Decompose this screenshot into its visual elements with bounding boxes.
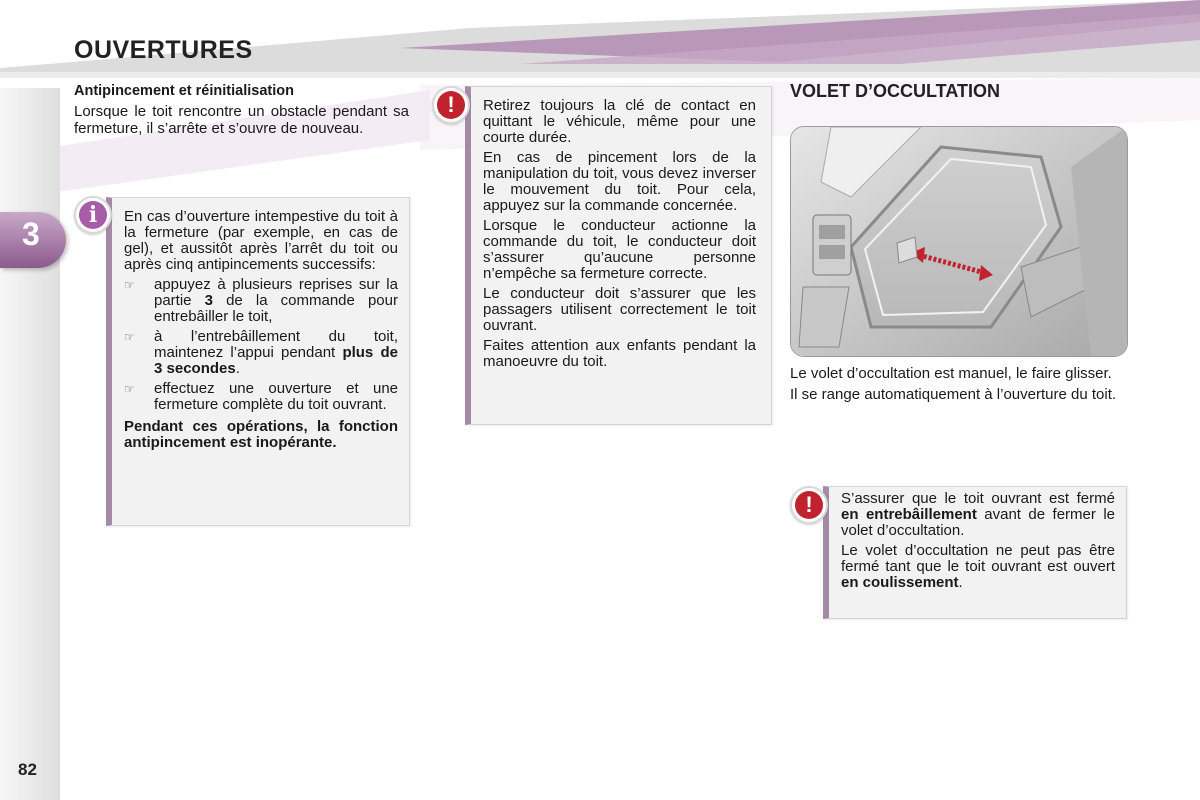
antipinch-heading: Antipincement et réinitialisation: [74, 83, 294, 99]
warning-icon: !: [790, 486, 828, 524]
info-box-text: [124, 209, 398, 455]
section-title-volet: VOLET D’OCCULTATION: [790, 81, 1000, 101]
warning-icon: !: [432, 86, 470, 124]
volet-caption: Le volet d’occultation est manuel, le faire glisser. Il se range automatiquement à l’ouverture du toit.: [790, 365, 1117, 403]
list-item: ☞ à l’entrebâillement du toit, maintenez l’appui pendant plus de 3 secondes.: [124, 328, 398, 377]
page-number: 82: [18, 760, 37, 779]
sunblind-photo: [790, 126, 1128, 357]
info-icon: i: [74, 196, 112, 234]
page-title: OUVERTURES: [74, 36, 253, 64]
pointing-hand-icon: ☞: [124, 382, 135, 396]
pointing-hand-icon: ☞: [124, 278, 135, 292]
antipinch-text: Lorsque le toit rencontre un obstacle pendant sa fermeture, il s’arrête et s’ouvre de nouveau.: [74, 103, 409, 137]
warning-box-volet-text: S’assurer que le toit ouvrant est fermé en entrebâillement avant de fermer le volet d’occultation. Le volet d’occultation ne peut pas être fermé tant que le toit ouvrant est ouvert en coulissement.: [841, 490, 1116, 591]
info-intro: En cas d’ouverture intempestive du toit à la fermeture (par exemple, en cas de gel), et aussitôt après l’arrêt du toit ou après cinq antipincements successifs:: [124, 208, 398, 273]
list-item: ☞ appuyez à plusieurs reprises sur la partie 3 de la commande pour entrebâiller le toit,: [124, 276, 398, 325]
info-warning-bold: Pendant ces opérations, la fonction antipincement est inopérante.: [124, 418, 398, 451]
left-margin-strip: [0, 88, 60, 800]
chapter-number: 3: [22, 216, 40, 252]
warning-box-safety-text: Retirez toujours la clé de contact en quittant le véhicule, même pour une courte durée. En cas de pincement lors de la manipulation du toit, vous devez inverser le mouvement du toit. Pour cela, appuyez sur la commande concernée. Lorsque le conducteur actionne la commande du toit, le conducteur doit s’assurer qu’aucune personne n’empêche sa fermeture correcte. Le conducteur doit s’assurer que les passagers utilisent correctement le toit ouvrant. Faites attention aux enfants pendant la manoeuvre du toit.: [483, 97, 756, 370]
list-item: ☞ effectuez une ouverture et une fermeture complète du toit ouvrant.: [124, 380, 398, 413]
pointing-hand-icon: ☞: [124, 330, 135, 344]
